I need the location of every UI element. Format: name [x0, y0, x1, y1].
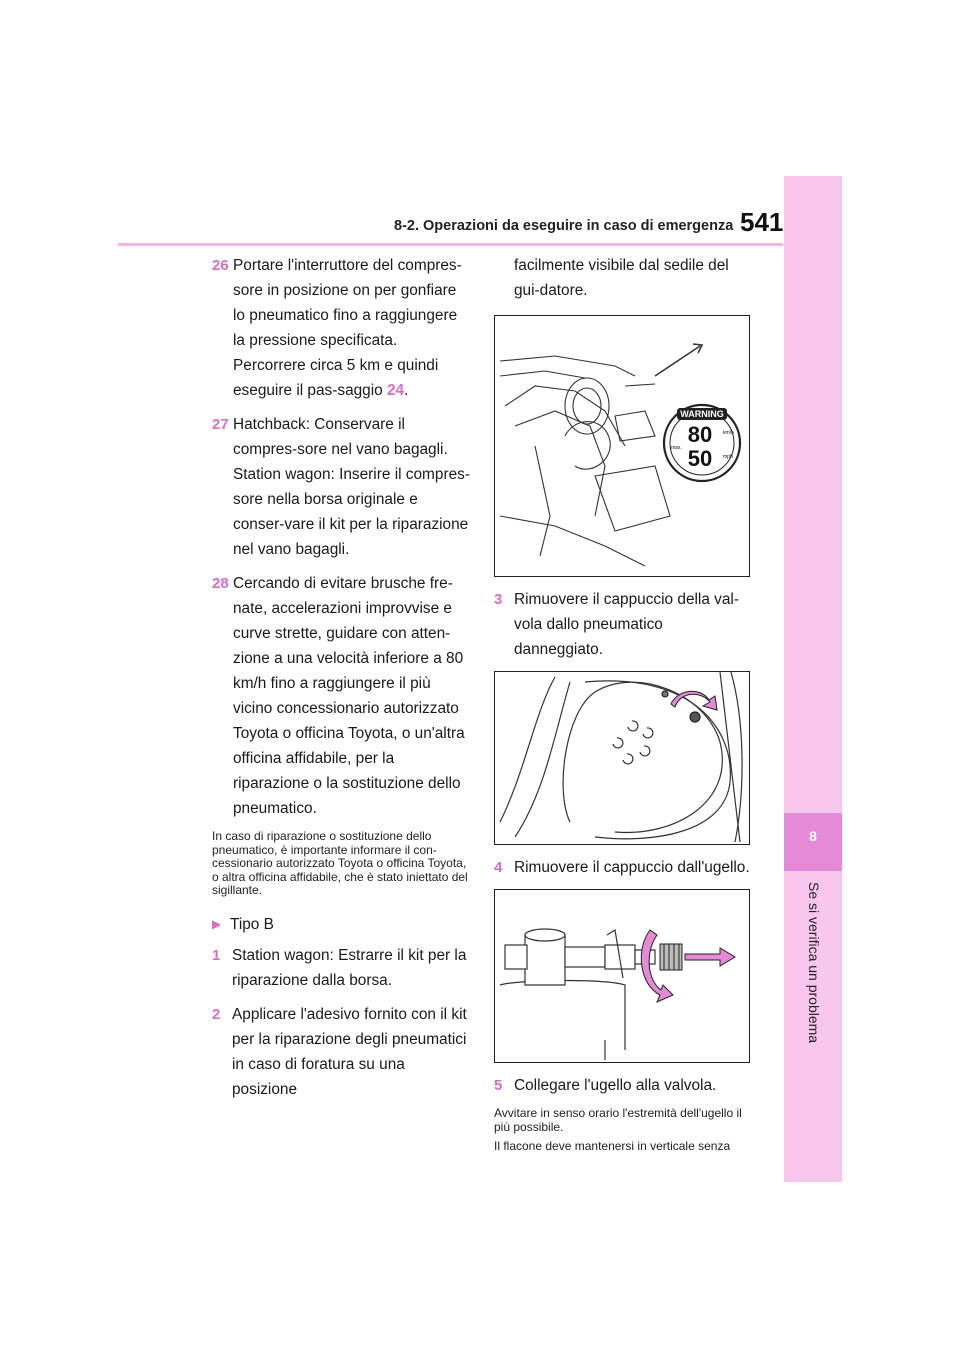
sticker-max-label: max.	[671, 445, 682, 451]
step-number: 28	[212, 575, 229, 592]
step-28	[212, 571, 470, 821]
step-b2	[212, 1002, 470, 1102]
step-text: Rimuovere il cappuccio della val-vola dallo pneumatico danneggiato.	[514, 591, 739, 658]
step-reference: 24	[387, 382, 405, 399]
page-number: 541	[740, 207, 784, 237]
nozzle-thread-icon	[660, 944, 682, 970]
sticker-mph-unit: mph	[723, 454, 733, 460]
left-column	[212, 253, 470, 1111]
step-number: 3	[494, 591, 503, 608]
step-text: Cercando di evitare brusche fre-nate, accelerazioni improvvise e curve strette, guidare con atten-zione a una velocità inferiore a 80 km/h fino a raggiungere il più vicino concessionario autorizzato Toyota o officina Toyota, o un'altra officina affidabile, per la riparazione o la sostituzione dello pneumatico.	[233, 575, 465, 817]
sticker-warning-text: WARNING	[680, 409, 724, 419]
figure-valve-cap	[494, 671, 750, 845]
sticker-speed-mph: 50	[687, 446, 713, 471]
step-26	[212, 253, 470, 403]
car-interior-illustration	[495, 316, 749, 576]
bottle-upright-note: Il flacone deve mantenersi in verticale senza	[494, 1139, 731, 1153]
step-number: 4	[494, 859, 503, 876]
tighten-note: Avvitare in senso orario l'estremità dell'ugello il più possibile.	[494, 1106, 742, 1134]
triangle-arrow-icon: ▶	[212, 916, 222, 931]
step-27	[212, 412, 470, 562]
step-text: Collegare l'ugello alla valvola.	[514, 1077, 717, 1094]
header-rule	[118, 243, 783, 246]
step-number: 27	[212, 416, 229, 433]
step-text: Portare l'interruttore del compres-sore in posizione on per gonfiare lo pneumatico fino a raggiungere la pressione specificata. Percorrere circa 5 km e quindi eseguire il pas-saggio 24.	[233, 257, 462, 399]
step-b3	[494, 587, 750, 662]
step-b5	[494, 1073, 750, 1098]
nozzle-illustration	[495, 890, 749, 1062]
step-b4	[494, 855, 750, 880]
figure-sticker-placement	[494, 315, 750, 577]
pull-out-arrow-icon	[685, 948, 735, 966]
figure-nozzle-cap	[494, 889, 750, 1063]
step-number: 2	[212, 1005, 221, 1023]
step-b1	[212, 943, 470, 993]
step-text: Rimuovere il cappuccio dall'ugello.	[514, 859, 750, 876]
step-number: 1	[212, 946, 221, 964]
step-text: Hatchback: Conservare il compres-sore nel vano bagagli. Station wagon: Inserire il compres-sore nella borsa originale e conser-vare il kit per la riparazione nel vano bagagli.	[233, 416, 470, 558]
step-number: 5	[494, 1077, 503, 1094]
step-number: 26	[212, 257, 229, 274]
sticker-speed-km: 80	[687, 422, 713, 447]
sealant-note: In caso di riparazione o sostituzione dello pneumatico, è importante informare il con-cessionario autorizzato Toyota o officina Toyota, o altra officina affidabile, che è stato iniettato del sigillante.	[212, 829, 468, 897]
section-title: 8-2. Operazioni da eseguire in caso di emergenza	[394, 218, 734, 234]
step-b2-continued: facilmente visibile dal sedile del gui-datore.	[514, 257, 729, 299]
sticker-km-unit: km/h	[723, 430, 734, 436]
chapter-title: Se si verifica un problema	[806, 882, 822, 1044]
step-text: Applicare l'adesivo fornito con il kit per la riparazione degli pneumatici in caso di foratura su una posizione	[232, 1005, 467, 1098]
chapter-number: 8	[809, 828, 817, 844]
right-column	[494, 253, 750, 1168]
type-b-heading: ▶ Tipo B	[212, 912, 470, 937]
tire-valve-illustration	[495, 672, 749, 844]
step-text: Station wagon: Estrarre il kit per la riparazione dalla borsa.	[232, 946, 467, 989]
